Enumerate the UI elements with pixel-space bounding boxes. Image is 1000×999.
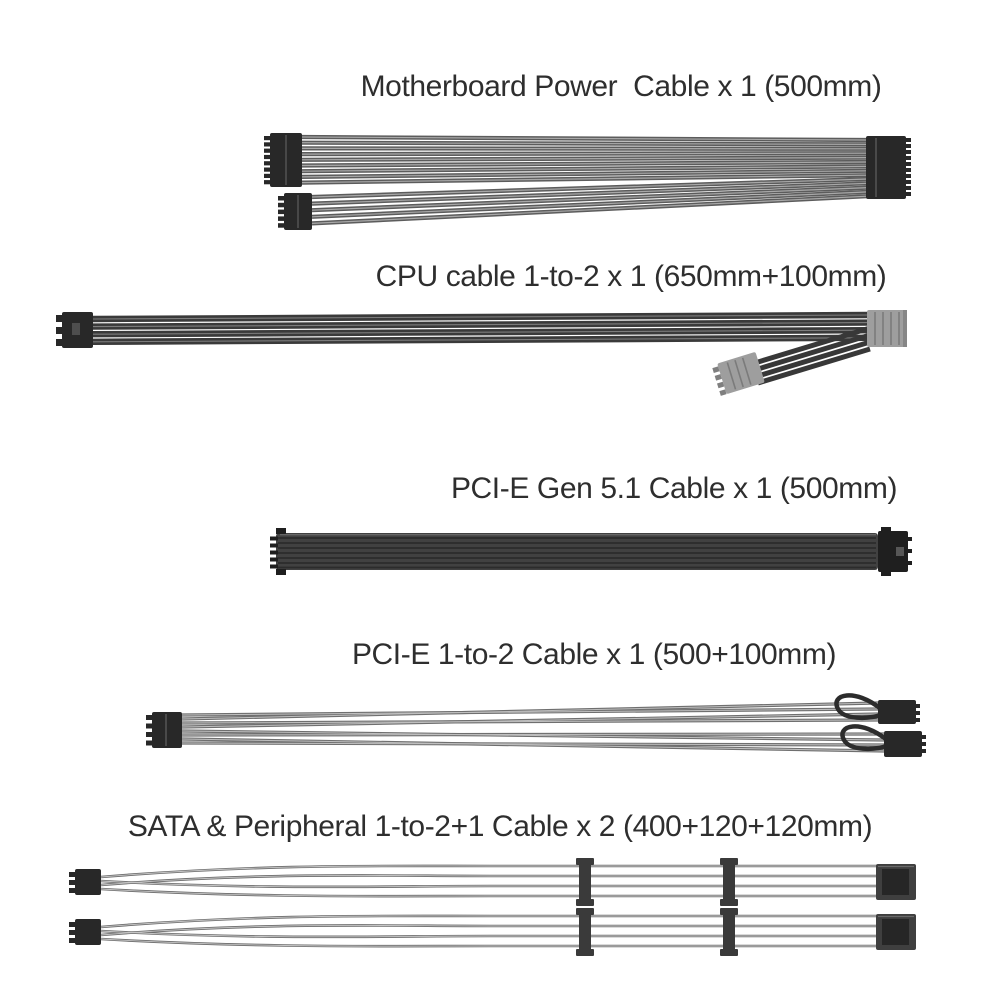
motherboard-cable-wires xyxy=(302,137,868,223)
psu-side-10pin-connector xyxy=(278,193,312,230)
motherboard-cable-label: Motherboard Power Cable x 1 (500mm) xyxy=(360,70,882,103)
pcie-8pin-connector-top xyxy=(878,700,920,724)
psu-side-pcie-connector xyxy=(146,712,182,748)
pcie-gen5-cable-image xyxy=(262,520,942,592)
pcie-1to2-cable-label: PCI-E 1-to-2 Cable x 1 (500+100mm) xyxy=(351,638,837,671)
pcie-1to2-wires xyxy=(182,703,884,751)
12vhpwr-connector-right xyxy=(878,527,912,576)
cpu-cable-image xyxy=(55,298,950,400)
atx-24pin-connector xyxy=(866,136,911,199)
cpu-cable-label: CPU cable 1-to-2 x 1 (650mm+100mm) xyxy=(375,260,887,293)
cpu-8pin-connector-main xyxy=(867,310,907,347)
psu-side-cpu-connector xyxy=(56,312,93,348)
pcie-8pin-connector-bottom xyxy=(884,731,926,757)
pcie-gen5-cable-label: PCI-E Gen 5.1 Cable x 1 (500mm) xyxy=(450,472,898,505)
motherboard-cable-image xyxy=(260,121,940,233)
pcie-gen5-ribbon xyxy=(276,533,878,570)
sata-peripheral-cable-image-1 xyxy=(60,856,940,908)
pcie-1to2-cable-image xyxy=(135,682,950,775)
psu-side-18pin-connector xyxy=(264,133,302,187)
cpu-cable-ribbon xyxy=(93,315,867,342)
sata-peripheral-cable-image-2 xyxy=(60,906,940,958)
cpu-8pin-connector-daisy xyxy=(711,352,764,396)
sata-peripheral-cable-label: SATA & Peripheral 1-to-2+1 Cable x 2 (400+120+120mm) xyxy=(127,810,873,843)
